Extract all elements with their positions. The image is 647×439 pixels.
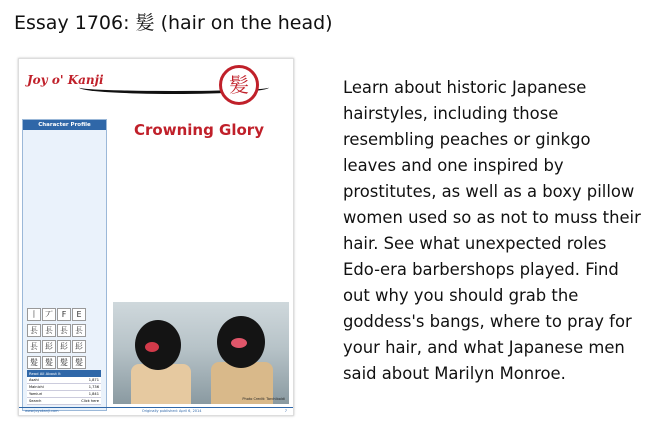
read-all-about-it-box (27, 370, 101, 405)
stroke-cell: 髮 (42, 356, 56, 369)
stats-label: Mainichi (29, 385, 44, 389)
stats-row (27, 377, 101, 384)
photo-credit: Photo Credit: Tarchiboldi (242, 397, 285, 401)
stroke-cell: 镸 (27, 340, 41, 353)
stroke-cell: 髪 (72, 356, 86, 369)
text-line (109, 148, 285, 153)
footer-url[interactable]: www.joyokanji.com (25, 409, 59, 413)
stats-row[interactable] (27, 398, 101, 405)
sidebar-title: Character Profile (23, 120, 106, 130)
character-profile-sidebar (22, 119, 107, 411)
article-body-text (109, 139, 285, 153)
footer-date: Originally published: April 6, 2014 (141, 409, 202, 413)
kanji-emblem: 髪 (219, 65, 259, 105)
article-title: Crowning Glory (134, 121, 264, 139)
stats-label: Yomiuri (29, 392, 43, 396)
geisha-hair-photo (113, 302, 289, 404)
stats-value: 1,871 (88, 378, 99, 382)
stroke-cell: 丆 (42, 308, 56, 321)
essay-description: Learn about historic Japanese hairstyles, including those resembling peaches or ginkgo leaves and one inspired by prostitutes, as well as a boxy pillow women used so as not to muss their hair. See what unexpected roles Edo-era barbershops played. Find out why you should grab the goddess's bangs, where to pray for your hair, and what Japanese men said about Marilyn Monroe. (343, 78, 641, 383)
stroke-cell: 髪 (57, 356, 71, 369)
footer-page-number: 7 (284, 409, 287, 413)
stats-value[interactable]: Click here (81, 399, 99, 403)
stats-value: 1,736 (88, 385, 99, 389)
hair-ornament-right (231, 338, 247, 348)
stats-value: 1,841 (88, 392, 99, 396)
hair-ornament-left (145, 342, 159, 352)
kimono-left (131, 364, 191, 404)
stroke-cell: 镸 (57, 324, 71, 337)
stroke-cell: F (57, 308, 71, 321)
stroke-cell: 镸 (27, 324, 41, 337)
stroke-cell: 丨 (27, 308, 41, 321)
stroke-cell: 髟 (42, 340, 56, 353)
stroke-cell: 髟 (72, 340, 86, 353)
stats-row (27, 391, 101, 398)
stats-row (27, 384, 101, 391)
essay-page-thumbnail[interactable] (18, 58, 294, 416)
stroke-order-grid (27, 308, 84, 369)
stroke-cell: E (72, 308, 86, 321)
page-footer (19, 407, 293, 415)
joy-o-kanji-logo: Joy o' Kanji (27, 73, 104, 87)
stroke-cell: 髮 (27, 356, 41, 369)
essay-title: Essay 1706: 髪 (hair on the head) (14, 12, 333, 34)
stroke-cell: 髟 (57, 340, 71, 353)
stats-label: Asahi (29, 378, 39, 382)
stats-title: Read All About It (27, 370, 101, 377)
stroke-cell: 镸 (42, 324, 56, 337)
stats-label: Search (29, 399, 42, 403)
sidebar-text-block (23, 130, 106, 169)
stroke-cell: 镸 (72, 324, 86, 337)
